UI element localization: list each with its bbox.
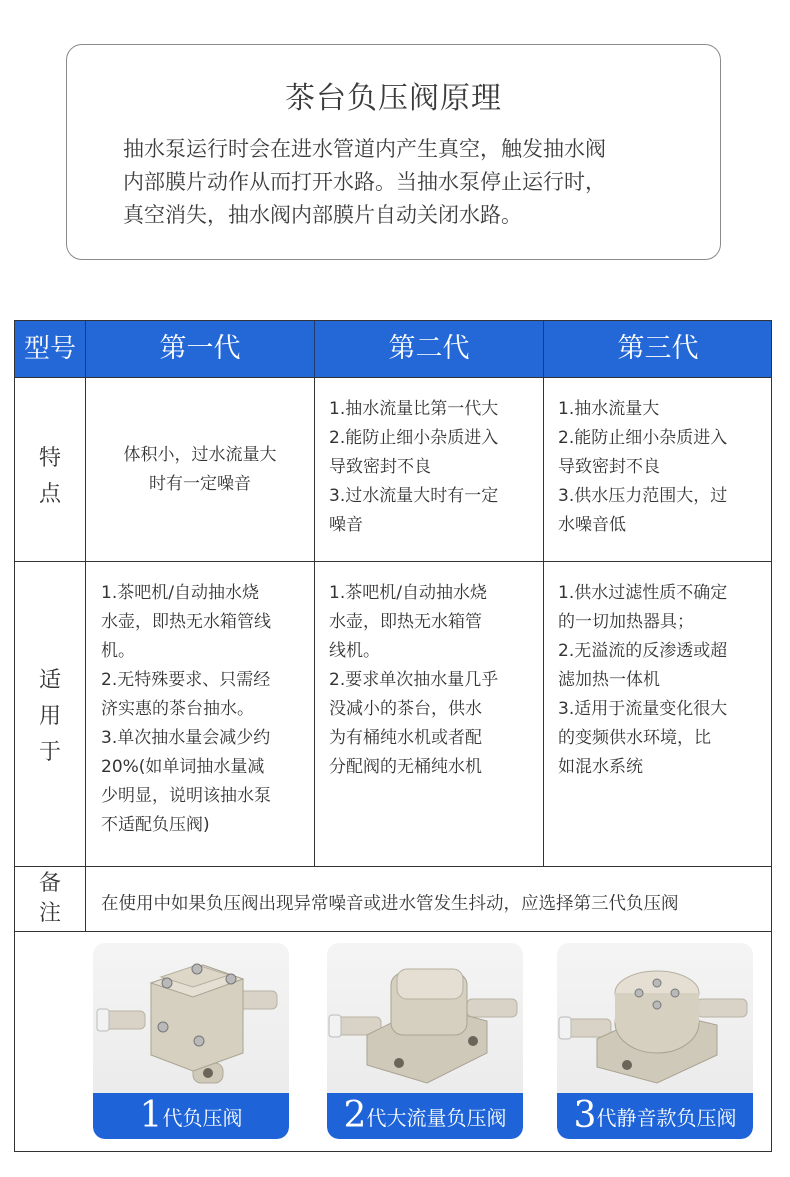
product-gen1	[93, 943, 289, 1139]
caption-number: 1	[139, 1095, 163, 1136]
caption-label: 代大流量负压阀	[366, 1106, 507, 1130]
divider	[15, 931, 771, 932]
row-label-note: 备 注	[38, 871, 61, 926]
product-gen3	[557, 943, 753, 1139]
note-text: 在使用中如果负压阀出现异常噪音或进水管发生抖动，应选择第三代负压阀	[101, 894, 679, 914]
usage-gen1: 1.茶吧机/自动抽水烧 水壶，即热无水箱管线 机。 2.无特殊要求、只需经 济实惠的茶台抽水。 3.单次抽水量会减少约 20%(如单词抽水量减 少明显，说明该抽水泵 不适配负压阀)	[101, 583, 271, 835]
intro-box	[66, 44, 721, 260]
header-model: 型号	[23, 334, 76, 364]
caption-number: 3	[573, 1095, 597, 1136]
divider	[543, 377, 544, 866]
product-caption	[327, 1093, 523, 1139]
product-gen2	[327, 943, 523, 1139]
row-label-usage: 适 用 于	[38, 668, 61, 765]
divider	[15, 866, 771, 867]
product-caption	[557, 1093, 753, 1139]
intro-line: 内部膜片动作从而打开水路。当抽水泵停止运行时，	[123, 170, 606, 194]
divider	[314, 377, 315, 866]
header-gen2: 第二代	[388, 333, 470, 364]
features-gen3: 1.抽水流量大 2.能防止细小杂质进入 导致密封不良 3.供水压力范围大，过 水噪音低	[558, 399, 728, 535]
features-gen2: 1.抽水流量比第一代大 2.能防止细小杂质进入 导致密封不良 3.过水流量大时有一定 噪音	[329, 399, 499, 535]
intro-line: 抽水泵运行时会在进水管道内产生真空，触发抽水阀	[123, 137, 606, 161]
caption-number: 2	[343, 1095, 367, 1136]
valve-gen3-image	[557, 943, 753, 1093]
divider	[15, 561, 771, 562]
caption-label: 代负压阀	[162, 1106, 243, 1130]
comparison-table	[14, 320, 772, 1152]
usage-gen2: 1.茶吧机/自动抽水烧 水壶，即热无水箱管 线机。 2.要求单次抽水量几乎 没减小的茶台，供水 为有桶纯水机或者配 分配阀的无桶纯水机	[329, 583, 499, 777]
caption-label: 代静音款负压阀	[596, 1106, 737, 1130]
usage-gen3: 1.供水过滤性质不确定 的一切加热器具； 2.无溢流的反渗透或超 滤加热一体机 3.适用于流量变化很大 的变频供水环境，比 如混水系统	[558, 583, 728, 777]
product-caption	[93, 1093, 289, 1139]
valve-gen2-image	[327, 943, 523, 1093]
header-gen3: 第三代	[617, 333, 699, 364]
row-label-features: 特 点	[38, 446, 61, 507]
features-gen1: 体积小，过水流量大 时有一定噪音	[123, 445, 277, 494]
intro-title: 茶台负压阀原理	[285, 81, 502, 116]
divider	[15, 377, 771, 378]
intro-body	[123, 133, 683, 232]
header-gen1: 第一代	[159, 333, 241, 364]
valve-gen1-image	[93, 943, 289, 1093]
intro-line: 真空消失，抽水阀内部膜片自动关闭水路。	[123, 203, 522, 227]
table-header	[15, 321, 771, 377]
